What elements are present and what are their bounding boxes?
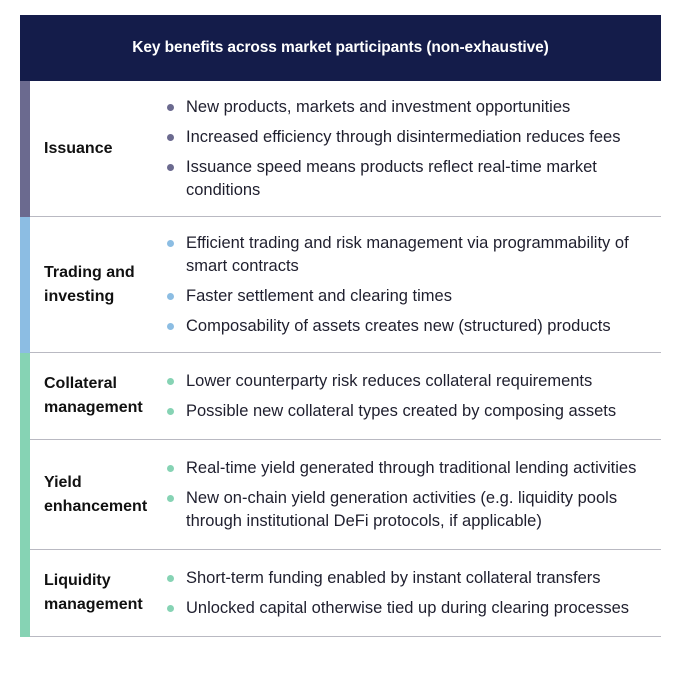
- row-accent-bar: [20, 353, 30, 440]
- bullet-list: [166, 440, 661, 549]
- list-item: Issuance speed means products reflect real-time market conditions: [166, 156, 661, 202]
- list-item: Composability of assets creates new (structured) products: [166, 315, 661, 338]
- row-label: Yield enhancement: [44, 473, 148, 515]
- bullet-list: [166, 550, 661, 636]
- list-item: Possible new collateral types created by composing assets: [166, 400, 661, 423]
- bullet-dot-icon: [167, 134, 174, 141]
- benefits-table: [20, 15, 661, 637]
- bullet-dot-icon: [167, 495, 174, 502]
- list-item: Short-term funding enabled by instant collateral transfers: [166, 567, 661, 590]
- bullet-dot-icon: [167, 240, 174, 247]
- bullet-list: [166, 353, 661, 439]
- row-label: Liquidity management: [44, 572, 143, 613]
- row-yield-enhancement: [20, 440, 661, 550]
- row-trading-and-investing: [20, 217, 661, 353]
- list-item: Lower counterparty risk reduces collateral requirements: [166, 370, 661, 393]
- row-accent-bar: [20, 217, 30, 353]
- row-issuance: [20, 81, 661, 217]
- row-accent-bar: [20, 81, 30, 217]
- row-label: Issuance: [44, 139, 113, 157]
- bullet-dot-icon: [167, 465, 174, 472]
- bullet-dot-icon: [167, 408, 174, 415]
- list-item: New on-chain yield generation activities (e.g. liquidity pools through institutional DeFi protocols, if applicable): [166, 487, 661, 533]
- list-item: Efficient trading and risk management via programmability of smart contracts: [166, 232, 661, 278]
- row-collateral-management: [20, 353, 661, 440]
- row-liquidity-management: [20, 550, 661, 637]
- row-accent-bar: [20, 550, 30, 637]
- row-label: Trading and investing: [44, 263, 135, 305]
- bullet-dot-icon: [167, 575, 174, 582]
- bullet-list: [166, 217, 661, 352]
- list-item: New products, markets and investment opportunities: [166, 96, 661, 119]
- bullet-dot-icon: [167, 323, 174, 330]
- table-header: [20, 15, 661, 81]
- table-title: Key benefits across market participants (non-exhaustive): [132, 39, 549, 56]
- row-accent-bar: [20, 440, 30, 550]
- bullet-dot-icon: [167, 378, 174, 385]
- bullet-list: [166, 81, 661, 216]
- bullet-dot-icon: [167, 164, 174, 171]
- bullet-dot-icon: [167, 293, 174, 300]
- list-item: Increased efficiency through disintermediation reduces fees: [166, 126, 661, 149]
- bullet-dot-icon: [167, 104, 174, 111]
- list-item: Real-time yield generated through traditional lending activities: [166, 457, 661, 480]
- list-item: Unlocked capital otherwise tied up during clearing processes: [166, 597, 661, 620]
- bullet-dot-icon: [167, 605, 174, 612]
- row-label: Collateral management: [44, 375, 143, 416]
- list-item: Faster settlement and clearing times: [166, 285, 661, 308]
